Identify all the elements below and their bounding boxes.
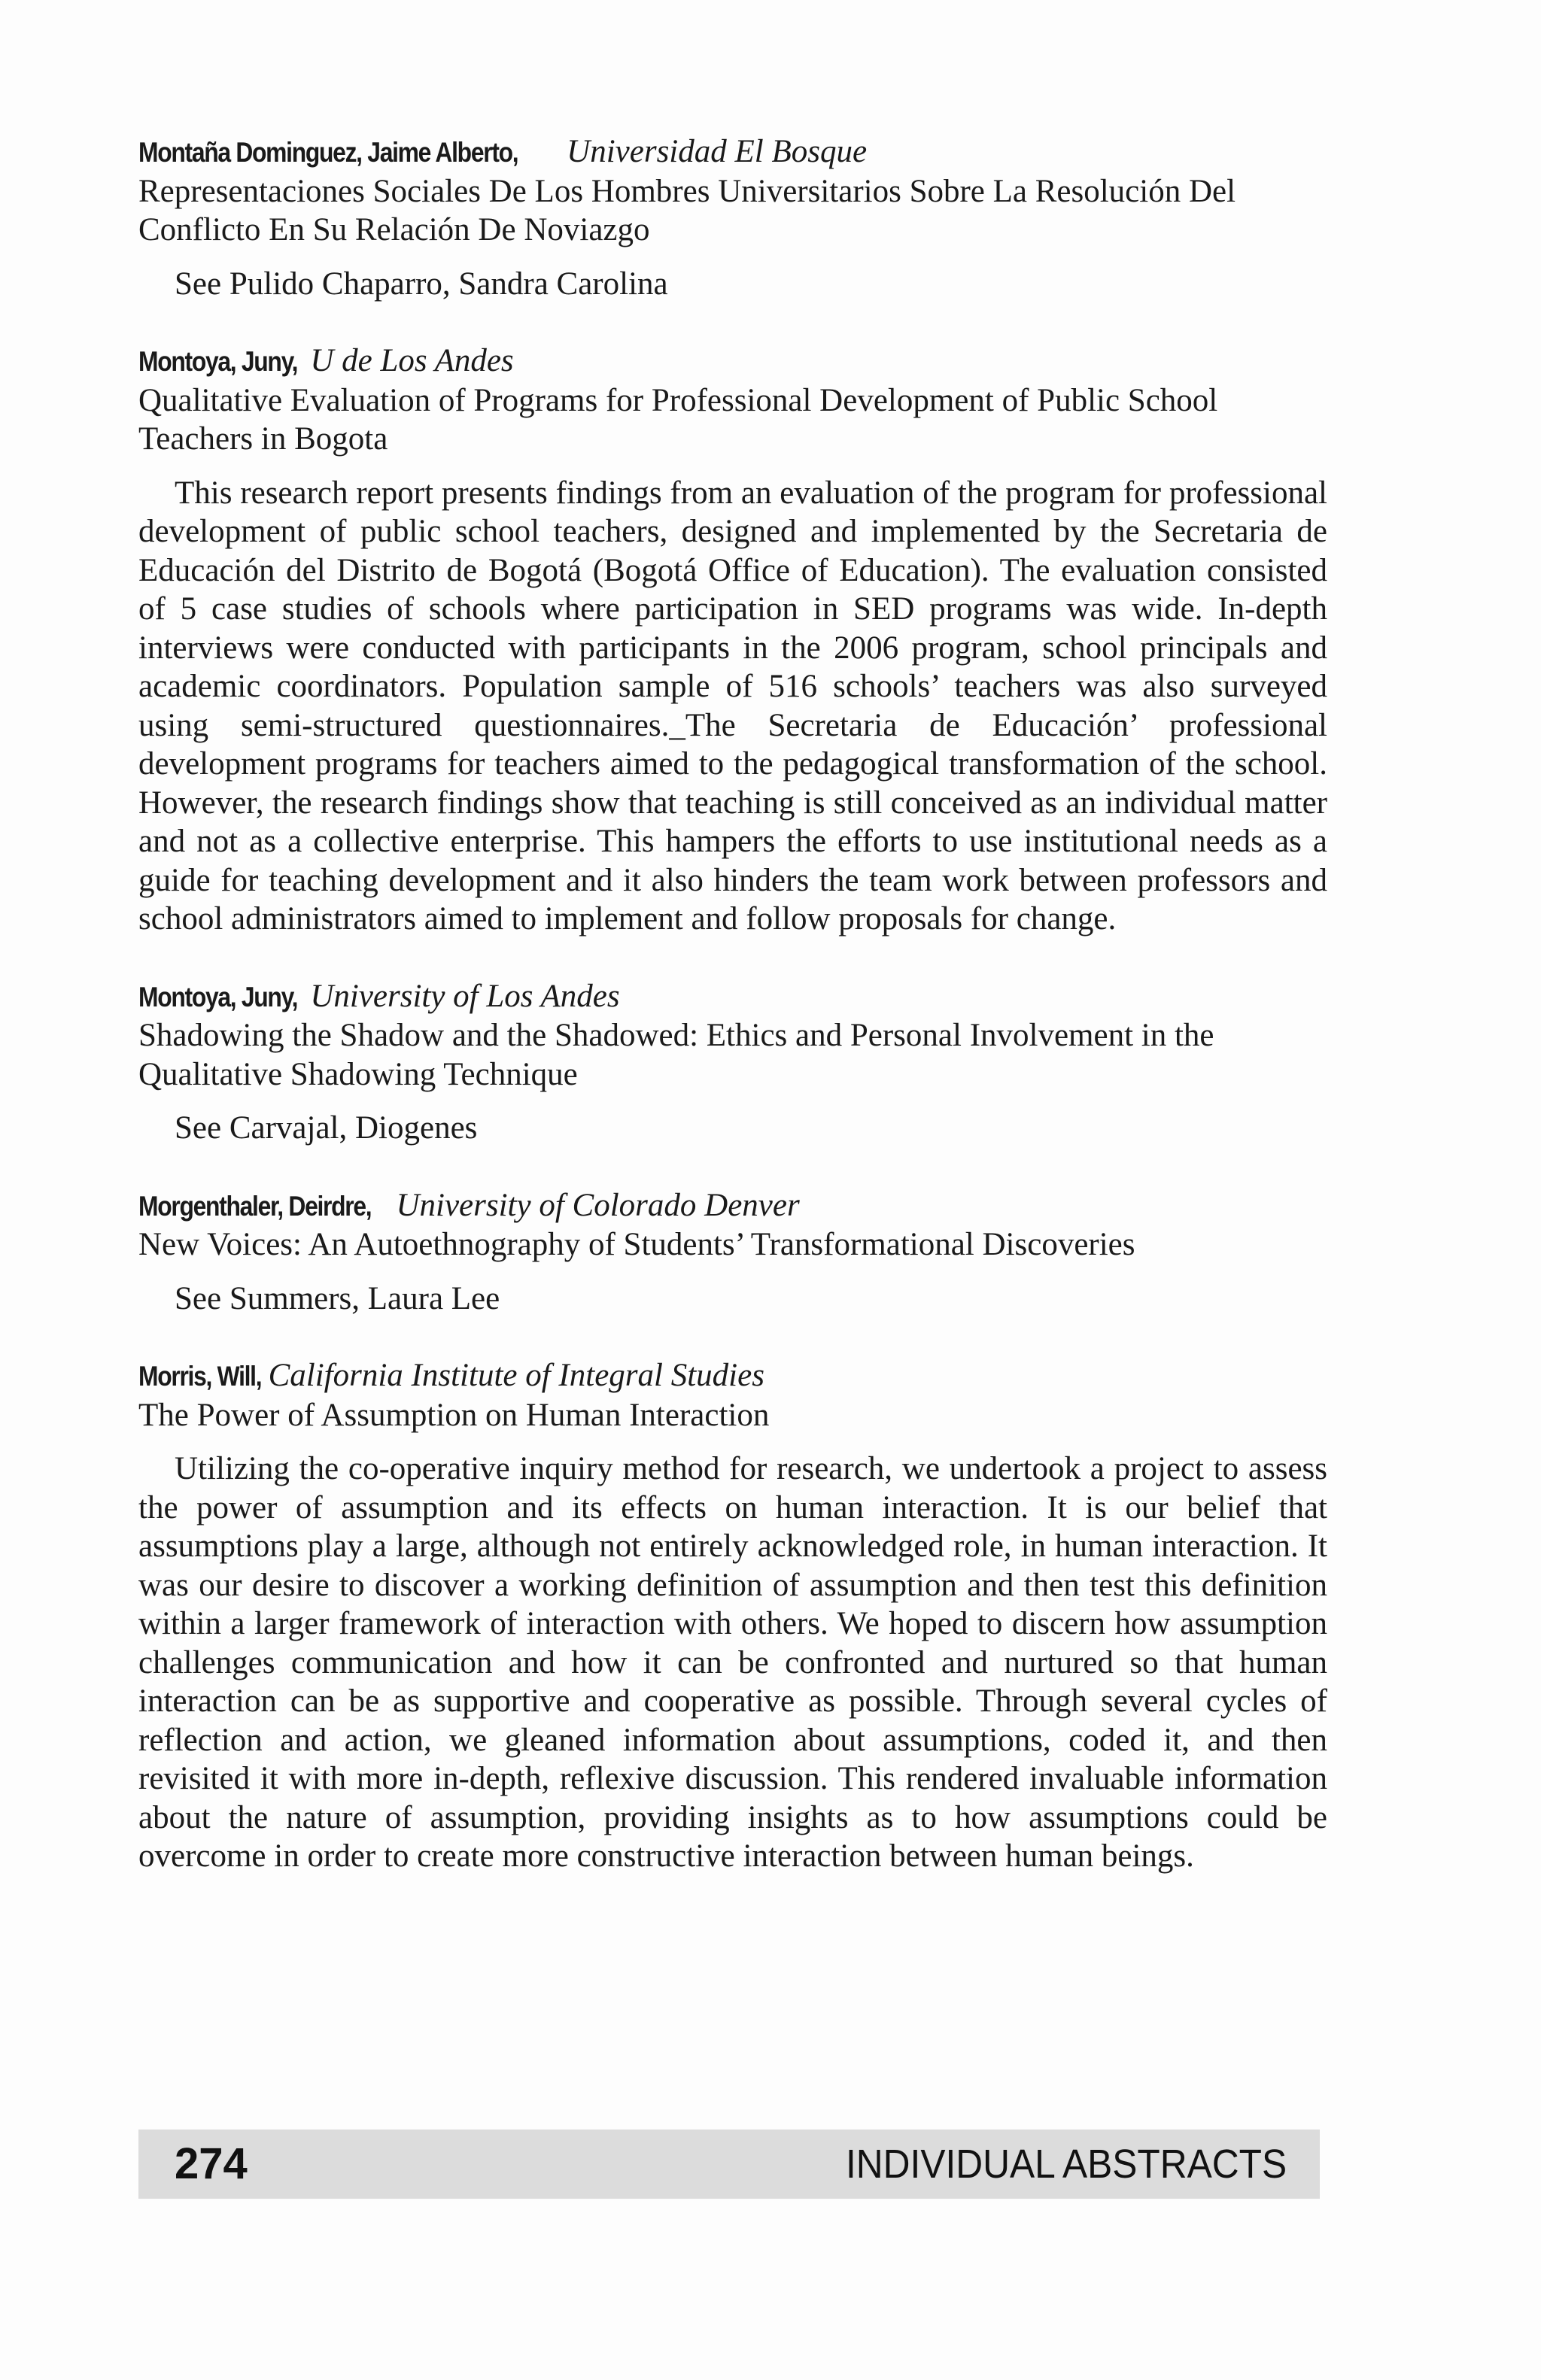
- entry: [138, 1186, 1327, 1319]
- entry-heading: [138, 342, 1327, 381]
- entry-heading: [138, 1356, 1327, 1396]
- affiliation: California Institute of Integral Studies: [268, 1358, 764, 1393]
- abstract-text: This research report presents findings from an evaluation of the program for professional development of public school teachers, designed and implemented by the Secretaria de Educación del Distrito de Bogotá (Bogotá Office of Education). The evaluation consisted of 5 case studies of schools where participation in SED programs was wide. In-depth interviews were conducted with participants in the 2006 program, school principals and academic coordinators. Population sample of 516 schools’ teachers was also surveyed using semi-structured questionnaires._The Secretaria de Educación’ professional development programs for teachers aimed to the pedagogical transformation of the school. However, the research findings show that teaching is still conceived as an individual matter and not as a collective enterprise. This hampers the efforts to use institutional needs as a guide for teaching development and it also hinders the team work between professors and school administrators aimed to implement and follow proposals for change.: [138, 475, 1327, 937]
- affiliation: University of Colorado Denver: [396, 1187, 800, 1223]
- see-reference: See Pulido Chaparro, Sandra Carolina: [175, 266, 668, 302]
- entry-heading: [138, 1186, 1327, 1226]
- paper-title: New Voices: An Autoethnography of Students’ Transformational Discoveries: [138, 1227, 1135, 1262]
- entry: [138, 1356, 1327, 1876]
- paper-title: Representaciones Sociales De Los Hombres Universitarios Sobre La Resolución Del Conflicto En Su Relación De Noviazgo: [138, 173, 1236, 247]
- entry: [138, 977, 1327, 1148]
- affiliation: U de Los Andes: [310, 343, 514, 378]
- paper-title: Qualitative Evaluation of Programs for Professional Development of Public School Teachers in Bogota: [138, 382, 1218, 457]
- author-name: Montoya, Juny,: [138, 981, 298, 1012]
- entry: [138, 342, 1327, 939]
- see-reference: See Carvajal, Diogenes: [175, 1110, 478, 1146]
- author-name: Montoya, Juny,: [138, 346, 298, 377]
- paper-title: Shadowing the Shadow and the Shadowed: Ethics and Personal Involvement in the Qualitative Shadowing Technique: [138, 1018, 1214, 1092]
- affiliation: Universidad El Bosque: [567, 134, 868, 169]
- page-footer: [138, 2130, 1320, 2199]
- affiliation: University of Los Andes: [310, 978, 620, 1014]
- entry: [138, 132, 1327, 303]
- paper-title: The Power of Assumption on Human Interaction: [138, 1397, 770, 1433]
- see-reference: See Summers, Laura Lee: [175, 1280, 500, 1316]
- entry-heading: [138, 132, 1327, 172]
- entry-heading: [138, 977, 1327, 1017]
- author-name: Morris, Will,: [138, 1361, 262, 1392]
- abstract-list: [138, 132, 1327, 1914]
- abstract-text: Utilizing the co-operative inquiry method for research, we undertook a project to assess the power of assumption and its effects on human interaction. It is our belief that assumptions play a large, although not entirely acknowledged role, in human interaction. It was our desire to discover a working definition of assumption and then test this definition within a larger framework of interaction with others. We hoped to discern how assumption challenges communication and how it can be confronted and nurtured so that human interaction can be as supportive and cooperative as possible. Through several cycles of reflection and action, we gleaned information about assumptions, coded it, and then revisited it with more in-depth, reflexive discussion. This rendered invaluable information about the nature of assumption, providing insights as to how assumptions could be overcome in order to create more constructive interaction between human beings.: [138, 1451, 1327, 1874]
- author-name: Montaña Dominguez, Jaime Alberto,: [138, 137, 518, 168]
- section-title: INDIVIDUAL ABSTRACTS: [845, 2142, 1287, 2187]
- author-name: Morgenthaler, Deirdre,: [138, 1190, 372, 1222]
- page-number: 274: [175, 2139, 248, 2188]
